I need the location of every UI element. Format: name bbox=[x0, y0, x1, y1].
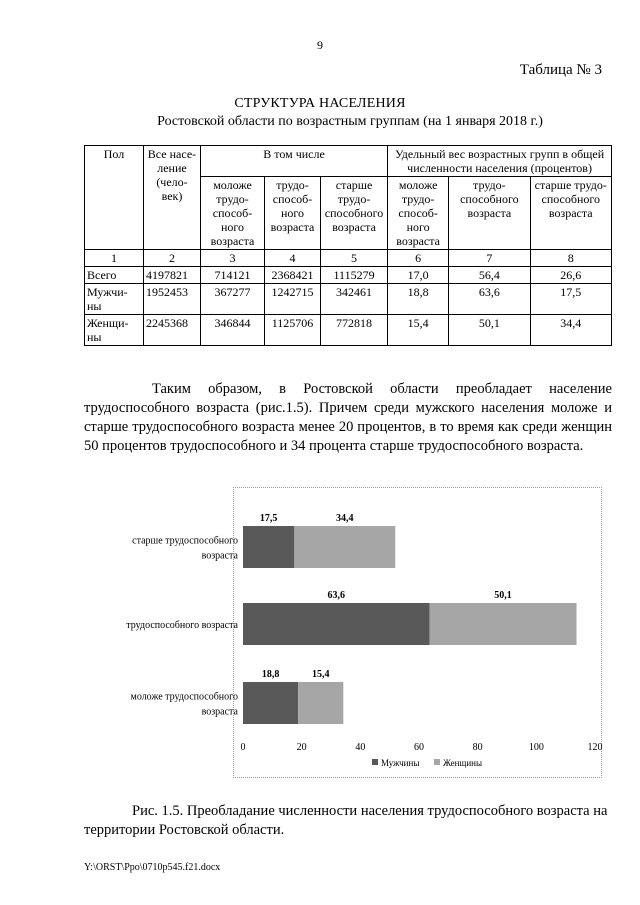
x-tick-label: 120 bbox=[587, 742, 603, 753]
x-tick-label: 80 bbox=[472, 742, 483, 753]
bar-segment bbox=[243, 682, 298, 724]
header-sex: Пол bbox=[85, 146, 144, 250]
table-cell: 772818 bbox=[320, 315, 387, 346]
table-cell: 2245368 bbox=[144, 315, 201, 346]
table-cell: 4197821 bbox=[144, 267, 201, 284]
header-total: Все насе- ление (чело- век) bbox=[144, 146, 201, 250]
table-cell: 63,6 bbox=[449, 284, 530, 315]
data-label: 34,4 bbox=[336, 513, 354, 524]
data-label: 18,8 bbox=[261, 669, 280, 680]
document-subtitle: Ростовской области по возрастным группам (на 1 января 2018 г.) bbox=[157, 114, 543, 129]
table-cell: 17,5 bbox=[530, 284, 611, 315]
table-cell: 34,4 bbox=[530, 315, 611, 346]
age-structure-chart bbox=[84, 480, 614, 780]
table-cell: 367277 bbox=[200, 284, 264, 315]
bar-segment bbox=[430, 603, 577, 645]
table-row-total bbox=[85, 267, 612, 284]
file-path-footer: Y:\ORST\Ppo\0710p545.f21.docx bbox=[84, 862, 221, 873]
legend-label: Женщины bbox=[443, 758, 483, 768]
subheader-share-over: старше трудо- способного возраста bbox=[530, 177, 611, 250]
x-tick-label: 60 bbox=[414, 742, 424, 753]
bar-segment bbox=[298, 682, 343, 724]
subheader-share-working: трудо- способного возраста bbox=[449, 177, 530, 250]
table-cell: 342461 bbox=[320, 284, 387, 315]
category-label: трудоспособного возраста bbox=[126, 620, 238, 631]
col-number: 3 bbox=[200, 250, 264, 267]
data-label: 15,4 bbox=[311, 669, 330, 680]
data-label: 17,5 bbox=[259, 513, 278, 524]
data-label: 63,6 bbox=[327, 590, 346, 601]
header-share: Удельный вес возрастных групп в общей численности населения (процентов) bbox=[388, 146, 612, 177]
legend-swatch bbox=[434, 759, 440, 765]
table-cell: 26,6 bbox=[530, 267, 611, 284]
table-row-women bbox=[85, 315, 612, 346]
document-title: СТРУКТУРА НАСЕЛЕНИЯ bbox=[234, 96, 406, 111]
subheader-share-under: моложе трудо- способ- ного возраста bbox=[388, 177, 449, 250]
table-row-men bbox=[85, 284, 612, 315]
table-cell: Женщи- ны bbox=[85, 315, 144, 346]
category-label: возраста bbox=[201, 706, 238, 718]
subheader-working: трудо- способ- ного возраста bbox=[265, 177, 321, 250]
col-number: 6 bbox=[388, 250, 449, 267]
col-number: 2 bbox=[144, 250, 201, 267]
table-cell: Мужчи- ны bbox=[85, 284, 144, 315]
x-tick-label: 0 bbox=[240, 742, 246, 753]
body-paragraph: Таким образом, в Ростовской области преобладает население трудоспособного возраста (рис.1.5). Причем среди мужского населения моложе и старше трудоспособного возраста менее 20 процентов, в то время как среди женщин 50 процентов трудоспособного и 34 процента старше трудоспособного возраста. bbox=[84, 381, 612, 454]
table-cell: 346844 bbox=[200, 315, 264, 346]
page-number: 9 bbox=[317, 38, 323, 52]
col-number: 8 bbox=[530, 250, 611, 267]
column-number-row bbox=[85, 250, 612, 267]
legend-label: Мужчины bbox=[381, 758, 420, 768]
col-number: 1 bbox=[85, 250, 144, 267]
table-cell: 1952453 bbox=[144, 284, 201, 315]
legend-swatch bbox=[372, 759, 378, 765]
data-label: 50,1 bbox=[494, 590, 512, 601]
table-cell: 18,8 bbox=[388, 284, 449, 315]
table-cell: 15,4 bbox=[388, 315, 449, 346]
table-cell: 1115279 bbox=[320, 267, 387, 284]
table-label: Таблица № 3 bbox=[519, 62, 602, 78]
figure-caption: Рис. 1.5. Преобладание численности населения трудоспособного возраста на территории Ростовской области. bbox=[84, 803, 608, 838]
table-cell: 1125706 bbox=[265, 315, 321, 346]
category-label: старше трудоспособного bbox=[132, 535, 238, 547]
table-cell: 56,4 bbox=[449, 267, 530, 284]
x-tick-label: 100 bbox=[528, 742, 544, 753]
table-cell: Всего bbox=[85, 267, 144, 284]
category-label: моложе трудоспособного bbox=[130, 691, 238, 703]
category-label: возраста bbox=[201, 550, 238, 562]
header-including: В том числе bbox=[200, 146, 387, 177]
population-table bbox=[84, 145, 612, 346]
subheader-under-working: моложе трудо- способ- ного возраста bbox=[200, 177, 264, 250]
x-tick-label: 40 bbox=[355, 742, 366, 753]
table-cell: 17,0 bbox=[388, 267, 449, 284]
x-tick-label: 20 bbox=[296, 742, 307, 753]
table-cell: 714121 bbox=[200, 267, 264, 284]
col-number: 7 bbox=[449, 250, 530, 267]
bar-segment bbox=[294, 526, 395, 568]
table-cell: 2368421 bbox=[265, 267, 321, 284]
table-cell: 50,1 bbox=[449, 315, 530, 346]
table-header-row bbox=[85, 146, 612, 177]
col-number: 5 bbox=[320, 250, 387, 267]
table-cell: 1242715 bbox=[265, 284, 321, 315]
bar-segment bbox=[243, 603, 430, 645]
bar-segment bbox=[243, 526, 294, 568]
col-number: 4 bbox=[265, 250, 321, 267]
subheader-over-working: старше трудо- способного возраста bbox=[320, 177, 387, 250]
